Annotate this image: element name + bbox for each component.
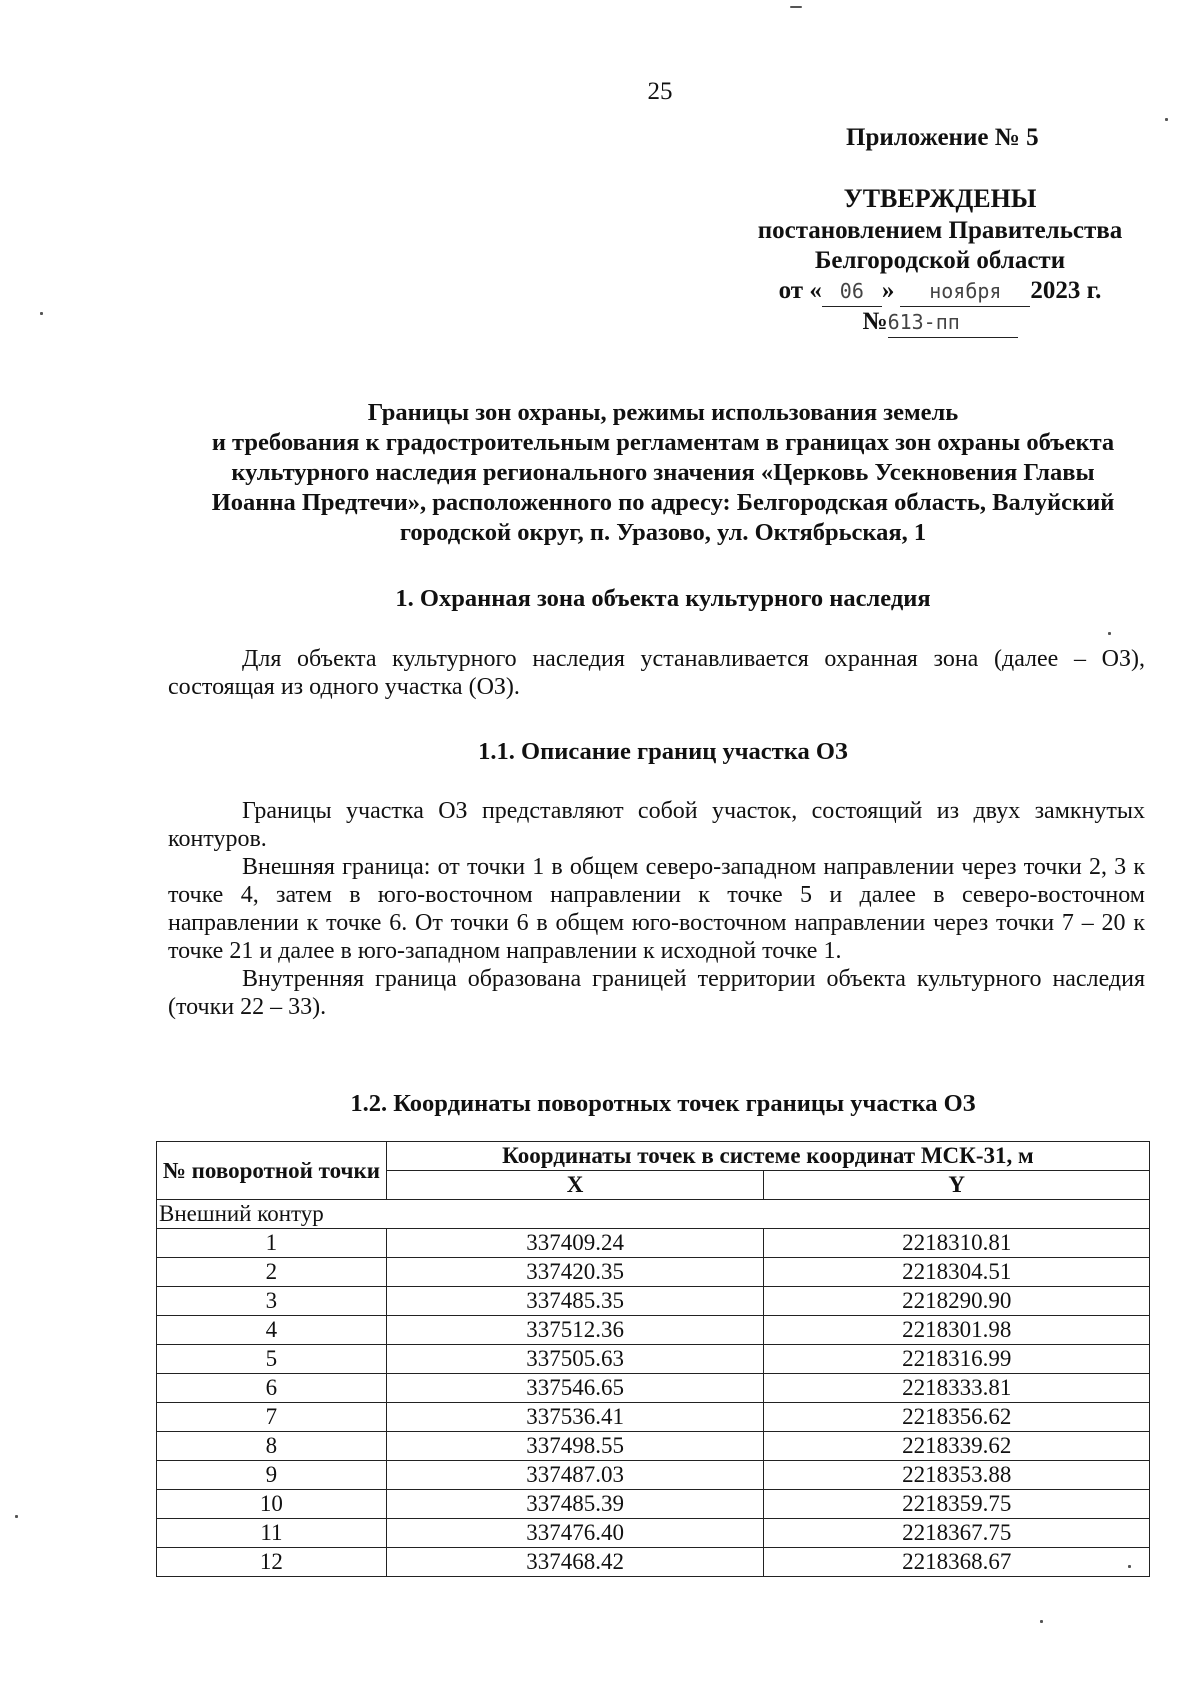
coord-x: 337536.41 [386,1403,764,1432]
number-value: 613-пп [888,307,1018,338]
point-number: 9 [157,1461,387,1490]
section-1-text [168,645,1145,701]
contour-label: Внешний контур [157,1200,1150,1229]
coord-y: 2218368.67 [764,1548,1150,1577]
section-1-1-paragraph-1: Границы участка ОЗ представляют собой участок, состоящий из двух замкнутых контуров. [168,798,1145,852]
approval-block [740,184,1140,338]
approved-line-1: постановлением Правительства [757,217,1123,244]
date-prefix: от « [778,277,822,304]
point-number: 6 [157,1374,387,1403]
header-coordinates: Координаты точек в системе координат МСК-31, м [386,1142,1149,1171]
table-row [157,1519,1150,1548]
header-point-number: № поворотной точки [157,1142,387,1200]
date-day: 06 [822,276,882,307]
table-row [157,1461,1150,1490]
page-number: 25 [647,78,673,105]
header-x: X [386,1171,764,1200]
table-row [157,1403,1150,1432]
coord-y: 2218367.75 [764,1519,1150,1548]
coord-y: 2218339.62 [764,1432,1150,1461]
approved-title: УТВЕРЖДЕНЫ [843,184,1037,213]
scan-speck [1040,1620,1043,1623]
date-mid: » [881,277,895,304]
coord-x: 337420.35 [386,1258,764,1287]
point-number: 4 [157,1316,387,1345]
scan-speck [1128,1565,1131,1568]
coord-x: 337546.65 [386,1374,764,1403]
table-row [157,1548,1150,1577]
table-row [157,1490,1150,1519]
approval-date [740,276,1140,307]
section-1-1-heading: 1.1. Описание границ участка ОЗ [478,738,848,765]
approved-line-2: Белгородской области [814,247,1066,274]
coord-y: 2218316.99 [764,1345,1150,1374]
title-line-1: Границы зон охраны, режимы использования земель [367,399,959,426]
table-row [157,1345,1150,1374]
contour-row [157,1200,1150,1229]
document-title [168,398,1158,548]
section-1-paragraph: Для объекта культурного наследия устанавливается охранная зона (далее – ОЗ), состоящая из одного участка (ОЗ). [168,646,1145,700]
point-number: 2 [157,1258,387,1287]
coordinates-table [156,1141,1150,1577]
coord-x: 337505.63 [386,1345,764,1374]
coord-y: 2218359.75 [764,1490,1150,1519]
section-1-heading: 1. Охранная зона объекта культурного наследия [395,585,931,612]
table-row [157,1316,1150,1345]
scan-speck [790,6,802,8]
approval-number [740,307,1140,338]
coord-x: 337512.36 [386,1316,764,1345]
table-row [157,1229,1150,1258]
title-line-5: городской округ, п. Уразово, ул. Октябрьская, 1 [399,519,927,546]
point-number: 8 [157,1432,387,1461]
scan-speck [1108,632,1111,635]
coord-x: 337485.39 [386,1490,764,1519]
section-1-1-paragraph-2: Внешняя граница: от точки 1 в общем северо-западном направлении через точки 2, 3 к точке 4, затем в юго-восточном направлении к точке 5 и далее в северо-восточном направлении к точке 6. От точки 6 в общем юго-восточном направлении через точки 7 – 20 к точке 21 и далее в юго-западном направлении к исходной точке 1. [168,854,1145,964]
title-line-2: и требования к градостроительным регламентам в границах зон охраны объекта [211,429,1115,456]
appendix-label: Приложение № 5 [846,124,1039,151]
coord-x: 337487.03 [386,1461,764,1490]
point-number: 12 [157,1548,387,1577]
point-number: 1 [157,1229,387,1258]
scan-speck [1165,118,1168,121]
section-1-2-heading: 1.2. Координаты поворотных точек границы участка ОЗ [350,1090,976,1117]
coord-y: 2218333.81 [764,1374,1150,1403]
point-number: 10 [157,1490,387,1519]
title-line-3: культурного наследия регионального значения «Церковь Усекновения Главы [231,459,1095,486]
number-prefix: № [862,308,888,335]
coord-x: 337485.35 [386,1287,764,1316]
coord-x: 337498.55 [386,1432,764,1461]
coord-x: 337409.24 [386,1229,764,1258]
scan-speck [15,1515,18,1518]
section-1-1-paragraph-3: Внутренняя граница образована границей территории объекта культурного наследия (точки 22 – 33). [168,966,1145,1020]
section-1-1-text [168,797,1145,1021]
point-number: 3 [157,1287,387,1316]
header-y: Y [764,1171,1150,1200]
table-row [157,1287,1150,1316]
table-row [157,1258,1150,1287]
scan-speck [40,312,43,315]
table-row [157,1432,1150,1461]
coord-y: 2218356.62 [764,1403,1150,1432]
date-month: ноября [900,276,1030,307]
point-number: 5 [157,1345,387,1374]
date-year: 2023 г. [1030,277,1102,304]
point-number: 7 [157,1403,387,1432]
coord-y: 2218310.81 [764,1229,1150,1258]
table-header-row [157,1142,1150,1171]
coord-y: 2218301.98 [764,1316,1150,1345]
coord-y: 2218304.51 [764,1258,1150,1287]
coord-y: 2218290.90 [764,1287,1150,1316]
table-row [157,1374,1150,1403]
coord-x: 337476.40 [386,1519,764,1548]
point-number: 11 [157,1519,387,1548]
title-line-4: Иоанна Предтечи», расположенного по адресу: Белгородская область, Валуйский [211,489,1115,516]
coord-y: 2218353.88 [764,1461,1150,1490]
coord-x: 337468.42 [386,1548,764,1577]
